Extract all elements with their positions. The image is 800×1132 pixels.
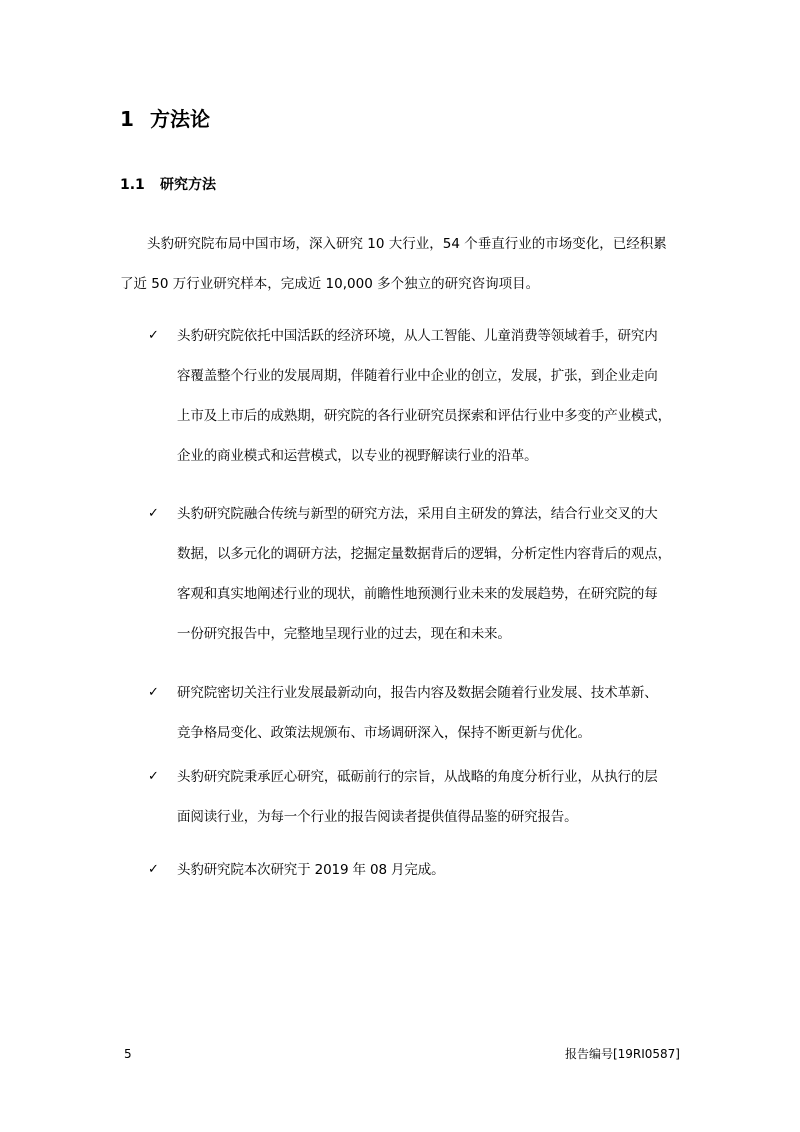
bullet-line: 研究院密切关注行业发展最新动向，报告内容及数据会随着行业发展、技术革新、 <box>177 685 658 701</box>
report-id: 报告编号[19RI0587] <box>564 1047 680 1061</box>
bullet-line: 上市及上市后的成熟期，研究院的各行业研究员探索和评估行业中多变的产业模式， <box>177 408 671 424</box>
bullet-line: 企业的商业模式和运营模式，以专业的视野解读行业的沿革。 <box>177 448 538 464</box>
bullet-line: 数据，以多元化的调研方法，挖掘定量数据背后的逻辑，分析定性内容背后的观点， <box>177 546 671 562</box>
page-number: 5 <box>124 1047 132 1061</box>
bullet-line: 一份研究报告中，完整地呈现行业的过去，现在和未来。 <box>177 626 511 642</box>
section-title: 方法论 <box>150 107 210 131</box>
bullet-line: 竞争格局变化、政策法规颁布、市场调研深入，保持不断更新与优化。 <box>177 725 591 741</box>
intro-line: 了近 50 万行业研究样本，完成近 10,000 多个独立的研究咨询项目。 <box>120 276 540 292</box>
bullet-line: 面阅读行业，为每一个行业的报告阅读者提供值得品鉴的研究报告。 <box>177 809 578 825</box>
bullet-line: 头豹研究院融合传统与新型的研究方法，采用自主研发的算法，结合行业交叉的大 <box>177 506 658 522</box>
intro-line: 头豹研究院布局中国市场，深入研究 10 大行业，54 个垂直行业的市场变化，已经积累 <box>120 236 667 252</box>
section-heading <box>120 104 210 134</box>
checkmark-icon: ✓ <box>148 862 159 877</box>
bullet-line: 头豹研究院本次研究于 2019 年 08 月完成。 <box>177 862 445 878</box>
checkmark-icon: ✓ <box>148 506 159 521</box>
bullet-line: 容覆盖整个行业的发展周期，伴随着行业中企业的创立，发展，扩张，到企业走向 <box>177 368 658 384</box>
subsection-title: 研究方法 <box>160 177 216 193</box>
bullet-line: 客观和真实地阐述行业的现状，前瞻性地预测行业未来的发展趋势，在研究院的每 <box>177 586 658 602</box>
intro-paragraph <box>120 224 680 304</box>
bullet-line: 头豹研究院秉承匠心研究，砥砺前行的宗旨，从战略的角度分析行业，从执行的层 <box>177 769 658 785</box>
section-number: 1 <box>120 107 134 131</box>
checkmark-icon: ✓ <box>148 769 159 784</box>
subsection-number: 1.1 <box>120 177 145 193</box>
checkmark-icon: ✓ <box>148 685 159 700</box>
checkmark-icon: ✓ <box>148 328 159 343</box>
bullet-line: 头豹研究院依托中国活跃的经济环境，从人工智能、儿童消费等领域着手，研究内 <box>177 328 658 344</box>
subsection-heading <box>120 174 216 196</box>
